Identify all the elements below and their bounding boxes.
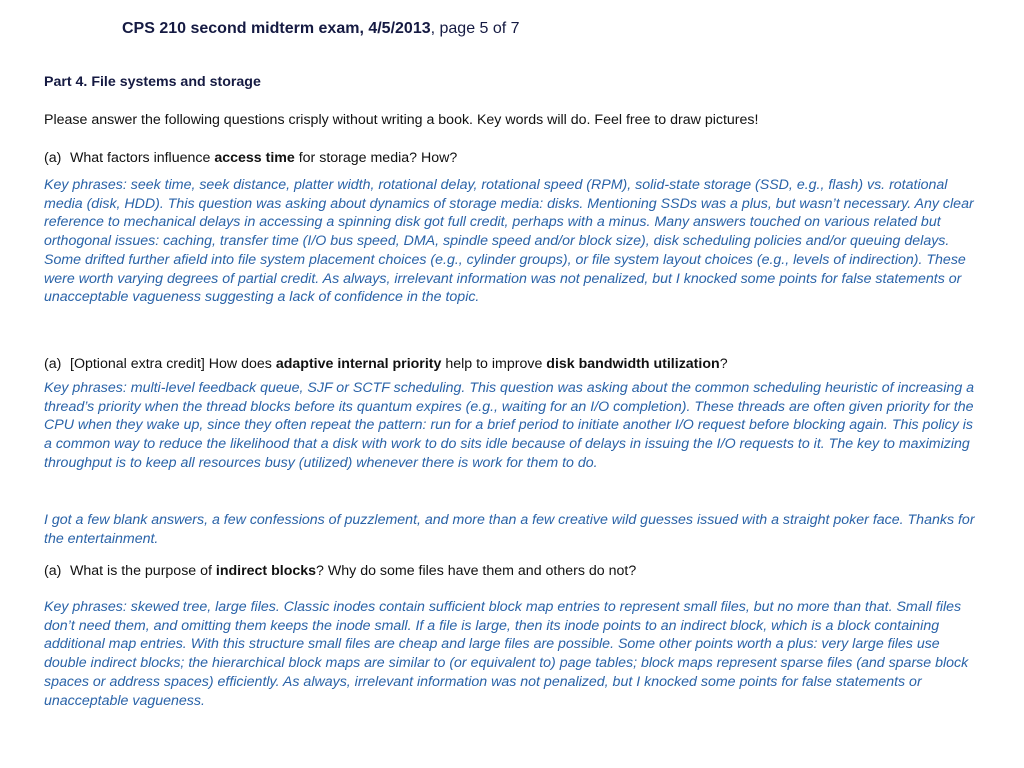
question-3-bold: indirect blocks (215, 563, 317, 579)
instructions: Please answer the following questions crisply without writing a book. Key words will do. Feel free to draw pictures! (44, 112, 759, 128)
part-heading: Part 4. File systems and storage (44, 74, 261, 90)
question-2-bold-2: disk bandwidth utilization (546, 356, 720, 372)
question-3-text: What is the purpose of (70, 563, 216, 579)
question-2-text: [Optional extra credit] How does (70, 356, 276, 372)
question-1-text-after: for storage media? How? (294, 150, 458, 166)
answer-3: Key phrases: skewed tree, large files. Classic inodes contain sufficient block map entries to represent small files, but no more than that. Small files don’t need them, and omitting them keeps the inode small. If a file is large, then its inode points to an indirect block, which is a block containing additional map entries. With this structure small files are cheap and large files are possible. Some other points worth a plus: very large files use double indirect blocks; the hierarchical block maps are similar to (or equivalent to) page tables; block maps represent sparse files (and sparse block spaces or address spaces) efficiently. As always, irrelevant information was not penalized, but I knocked some points for false statements or unacceptable vagueness. (44, 599, 969, 709)
question-2-bold: adaptive internal priority (275, 356, 442, 372)
question-3 (44, 562, 984, 581)
title-bold: CPS 210 second midterm exam, 4/5/2013 (122, 20, 431, 37)
answer-2-comment: I got a few blank answers, a few confessions of puzzlement, and more than a few creative wild guesses issued with a straight poker face. Thanks for the entertainment. (44, 512, 975, 547)
answer-2: Key phrases: multi-level feedback queue, SJF or SCTF scheduling. This question was asking about the common scheduling heuristic of increasing a thread’s priority when the thread blocks before its quantum expires (e.g., waiting for an I/O completion). These threads are often given priority for the CPU when they wake up, since they often repeat the pattern: run for a brief period to initiate another I/O request before blocking again. This policy is a common way to reduce the likelihood that a disk with work to do sits idle because of delays in issuing the I/O requests to it. The key to maximizing throughput is to keep all resources busy (utilized) whenever there is work for them to do. (44, 380, 975, 471)
question-1-text: What factors influence (70, 150, 215, 166)
question-1-label: (a) (44, 150, 62, 166)
question-2-label: (a) (44, 356, 62, 372)
title-rest: , page 5 of 7 (430, 20, 520, 37)
question-1-bold: access time (214, 150, 295, 166)
question-1 (44, 149, 984, 168)
page-title (122, 19, 520, 39)
question-3-text-after: ? Why do some files have them and others do not? (316, 563, 637, 579)
question-2-text-middle: help to improve (441, 356, 547, 372)
question-2 (44, 355, 984, 374)
question-3-label: (a) (44, 563, 62, 579)
answer-1: Key phrases: seek time, seek distance, platter width, rotational delay, rotational speed (RPM), solid-state storage (SSD, e.g., flash) vs. rotational media (disk, HDD). This question was asking about dynamics of storage media: disks. Mentioning SSDs was a plus, but wasn’t necessary. Any clear reference to mechanical delays in accessing a spinning disk got full credit, perhaps with a minus. Many answers touched on various related but orthogonal issues: caching, transfer time (I/O bus speed, DMA, spindle speed and/or block size), disk scheduling policies and/or queuing delays. Some drifted further afield into file system placement choices (e.g., cylinder groups), or file system layout choices (e.g., levels of indirection). These were worth varying degrees of partial credit. As always, irrelevant information was not penalized, but I knocked some points for false statements or unacceptable vagueness suggesting a lack of confidence in the topic. (44, 177, 974, 306)
question-2-text-after: ? (719, 356, 728, 372)
